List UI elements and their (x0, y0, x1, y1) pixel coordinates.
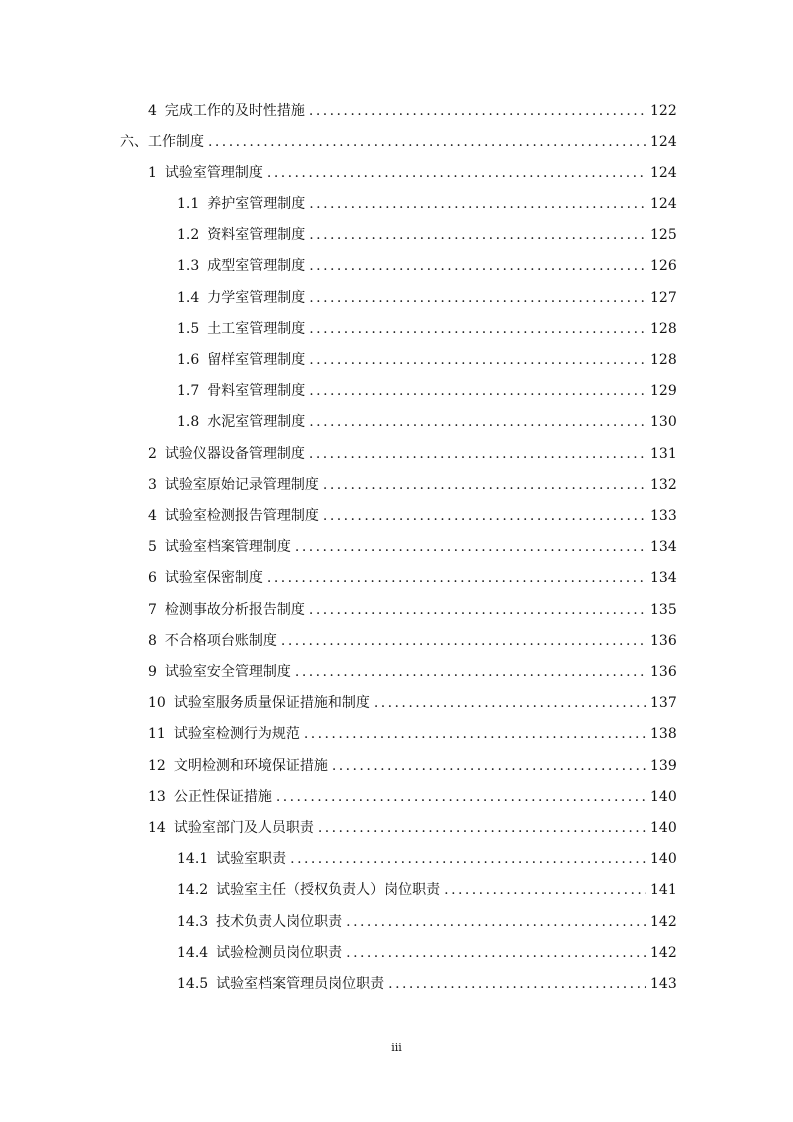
toc-entry[interactable] (148, 626, 676, 657)
toc-entry-number: 13 (148, 789, 166, 805)
dot-leader (388, 969, 646, 1000)
toc-entry[interactable] (148, 782, 676, 813)
dot-leader (281, 626, 646, 657)
toc-entry-title: 试验室原始记录管理制度 (164, 477, 319, 493)
toc-entry-page: 143 (650, 976, 677, 992)
toc-entry-page: 140 (650, 851, 677, 867)
dot-leader (295, 532, 646, 563)
toc-entry-page: 142 (650, 945, 677, 961)
toc-entry-page: 136 (650, 633, 677, 649)
toc-entry-number: 2 (148, 446, 157, 462)
dot-leader (309, 96, 646, 127)
dot-leader (309, 251, 646, 282)
toc-entry-number: 14.4 (177, 945, 209, 961)
toc-entry-number: 14 (148, 820, 166, 836)
dot-leader (332, 751, 646, 782)
toc-entry[interactable] (177, 345, 676, 376)
toc-entry-title: 试验室档案管理员岗位职责 (216, 976, 385, 992)
dot-leader (309, 376, 646, 407)
toc-entry-number: 6 (148, 570, 157, 586)
toc-entry-title: 成型室管理制度 (207, 258, 306, 274)
toc-entry-number: 5 (148, 539, 157, 555)
toc-entry-title: 力学室管理制度 (207, 290, 306, 306)
toc-entry-title: 技术负责人岗位职责 (216, 914, 343, 930)
toc-entry-number: 1 (148, 165, 157, 181)
toc-entry-number: 14.1 (177, 851, 209, 867)
toc-entry[interactable] (148, 501, 676, 532)
dot-leader (295, 657, 646, 688)
dot-leader (323, 501, 646, 532)
toc-entry[interactable] (177, 844, 676, 875)
dot-leader (309, 407, 646, 438)
toc-entry-page: 142 (650, 914, 677, 930)
dot-leader (346, 907, 646, 938)
toc-entry-page: 128 (650, 321, 677, 337)
toc-entry-title: 试验室检测行为规范 (173, 726, 300, 742)
toc-entry-number: 14.3 (177, 914, 209, 930)
toc-entry[interactable] (177, 251, 676, 282)
toc-entry-number: 1.7 (177, 383, 200, 399)
toc-entry-page: 128 (650, 352, 677, 368)
toc-entry-page: 140 (650, 820, 677, 836)
toc-entry-page: 132 (650, 477, 677, 493)
toc-entry-number: 8 (148, 633, 157, 649)
toc-entry[interactable] (148, 688, 676, 719)
toc-entry-title: 试验检测员岗位职责 (216, 945, 343, 961)
toc-entry-title: 留样室管理制度 (207, 352, 306, 368)
toc-entry-number: 7 (148, 602, 157, 618)
dot-leader (309, 314, 646, 345)
dot-leader (309, 283, 646, 314)
toc-entry[interactable] (177, 189, 676, 220)
toc-entry-page: 131 (650, 446, 677, 462)
dot-leader (276, 782, 646, 813)
toc-entry-page: 139 (650, 758, 677, 774)
toc-entry-page: 127 (650, 290, 677, 306)
toc-entry-number: 1.2 (177, 227, 200, 243)
toc-entry-title: 养护室管理制度 (207, 196, 306, 212)
toc-entry-page: 134 (650, 539, 677, 555)
toc-entry-page: 140 (650, 789, 677, 805)
toc-entry-page: 124 (650, 196, 677, 212)
toc-entry-title: 土工室管理制度 (207, 321, 306, 337)
page-number: iii (391, 1041, 402, 1054)
toc-entry-title: 不合格项台账制度 (164, 633, 277, 649)
toc-entry[interactable] (148, 470, 676, 501)
toc-entry[interactable] (148, 96, 676, 127)
toc-entry-number: 1.1 (177, 196, 200, 212)
dot-leader (290, 844, 646, 875)
toc-entry[interactable] (148, 719, 676, 750)
dot-leader (208, 127, 646, 158)
dot-leader (304, 719, 646, 750)
dot-leader (444, 875, 646, 906)
toc-entry[interactable] (148, 563, 676, 594)
toc-entry-title: 试验室服务质量保证措施和制度 (173, 695, 370, 711)
dot-leader (309, 345, 646, 376)
dot-leader (323, 470, 646, 501)
toc-entry-title: 试验室部门及人员职责 (173, 820, 314, 836)
toc-entry-number: 12 (148, 758, 166, 774)
toc-entry-title: 六、工作制度 (120, 134, 204, 150)
dot-leader (267, 563, 646, 594)
page-footer (0, 1041, 793, 1054)
toc-entry-title: 检测事故分析报告制度 (164, 602, 305, 618)
toc-entry-page: 122 (650, 103, 677, 119)
toc-entry-number: 9 (148, 664, 157, 680)
toc-entry-title: 水泥室管理制度 (207, 414, 306, 430)
dot-leader (309, 189, 646, 220)
toc-entry[interactable] (177, 875, 676, 906)
toc-entry-page: 124 (650, 134, 677, 150)
toc-entry-page: 129 (650, 383, 677, 399)
toc-entry[interactable] (148, 657, 676, 688)
toc-entry-page: 124 (650, 165, 677, 181)
toc-entry-page: 138 (650, 726, 677, 742)
toc-entry-title: 试验室保密制度 (164, 570, 263, 586)
dot-leader (374, 688, 646, 719)
toc-entry-title: 试验室安全管理制度 (164, 664, 291, 680)
toc-entry-title: 试验室管理制度 (164, 165, 263, 181)
toc-entry[interactable] (148, 439, 676, 470)
toc-entry-page: 141 (650, 882, 677, 898)
toc-entry-number: 10 (148, 695, 166, 711)
toc-entry-number: 1.8 (177, 414, 200, 430)
dot-leader (346, 938, 646, 969)
toc-entry-title: 试验仪器设备管理制度 (164, 446, 305, 462)
toc-entry[interactable] (177, 220, 676, 251)
toc-entry-page: 134 (650, 570, 677, 586)
toc-entry-page: 135 (650, 602, 677, 618)
toc-entry-title: 试验室职责 (216, 851, 287, 867)
toc-entry-page: 136 (650, 664, 677, 680)
toc-entry-number: 3 (148, 477, 157, 493)
toc-entry-title: 骨料室管理制度 (207, 383, 306, 399)
toc-entry-title: 资料室管理制度 (207, 227, 306, 243)
dot-leader (309, 595, 646, 626)
toc-entry-number: 4 (148, 508, 157, 524)
toc-entry[interactable] (177, 938, 676, 969)
toc-entry-page: 126 (650, 258, 677, 274)
toc-entry[interactable] (148, 813, 676, 844)
toc-entry[interactable] (177, 376, 676, 407)
toc-entry-page: 137 (650, 695, 677, 711)
toc-entry[interactable] (177, 969, 676, 1000)
toc-entry-page: 130 (650, 414, 677, 430)
toc-entry[interactable] (148, 595, 676, 626)
toc-entry[interactable] (177, 407, 676, 438)
toc-entry[interactable] (177, 283, 676, 314)
toc-entry-title: 试验室档案管理制度 (164, 539, 291, 555)
dot-leader (318, 813, 646, 844)
dot-leader (309, 439, 646, 470)
toc-entry[interactable] (148, 532, 676, 563)
toc-entry[interactable] (148, 158, 676, 189)
toc-entry-number: 4 (148, 103, 157, 119)
toc-entry-number: 1.5 (177, 321, 200, 337)
toc-entry-number: 14.2 (177, 882, 209, 898)
toc-entry[interactable] (177, 907, 676, 938)
toc-entry[interactable] (148, 751, 676, 782)
toc-entry-title: 公正性保证措施 (173, 789, 272, 805)
dot-leader (267, 158, 646, 189)
toc-entry-title: 试验室主任（授权负责人）岗位职责 (216, 882, 441, 898)
toc-entry-number: 1.3 (177, 258, 200, 274)
toc-entry[interactable] (177, 314, 676, 345)
toc-entry-number: 1.4 (177, 290, 200, 306)
toc-entry-number: 14.5 (177, 976, 209, 992)
toc-entry-title: 试验室检测报告管理制度 (164, 508, 319, 524)
toc-entry-number: 1.6 (177, 352, 200, 368)
toc-entry-page: 125 (650, 227, 677, 243)
toc-entry-number: 11 (148, 726, 166, 742)
toc-entry-page: 133 (650, 508, 677, 524)
toc-entry-title: 文明检测和环境保证措施 (173, 758, 328, 774)
dot-leader (309, 220, 646, 251)
toc-entry[interactable] (120, 127, 676, 158)
toc-entry-title: 完成工作的及时性措施 (164, 103, 305, 119)
